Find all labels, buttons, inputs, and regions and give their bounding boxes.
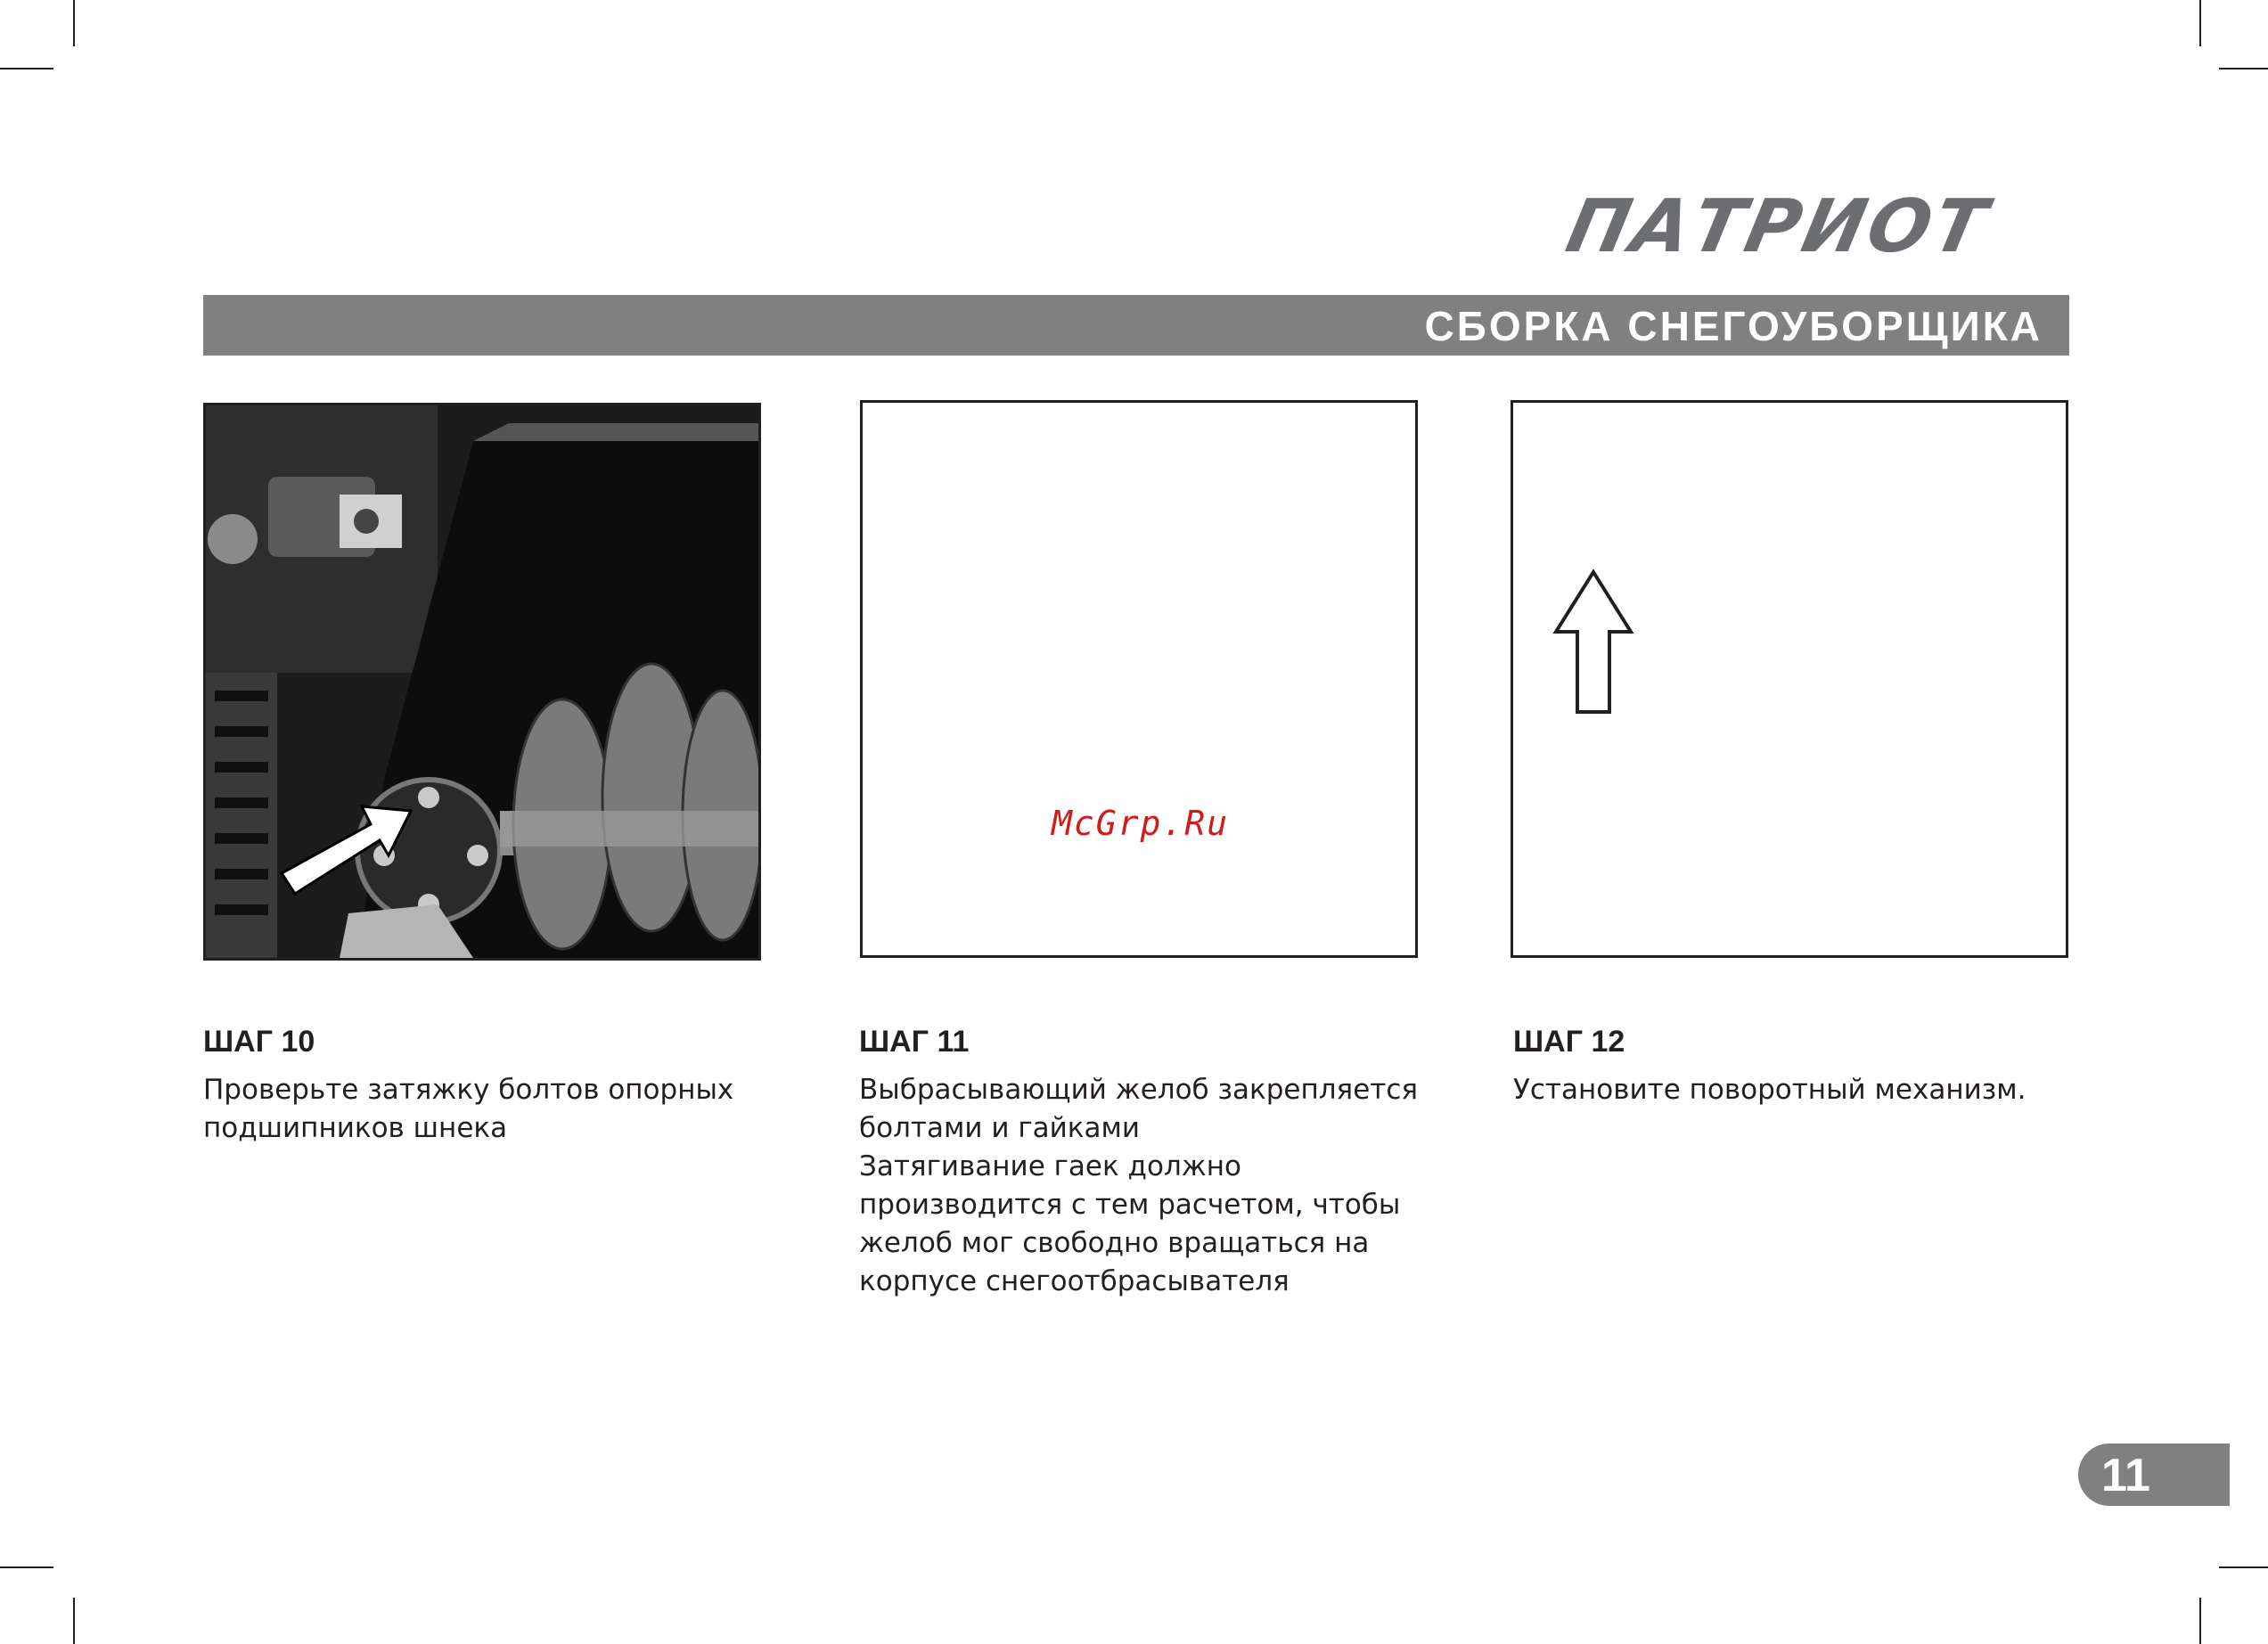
brand-logo: ПАТРИОТ	[1560, 184, 1997, 269]
crop-mark	[2199, 0, 2201, 46]
step-10-photo	[203, 403, 761, 961]
step-12-title: ШАГ 12	[1513, 1025, 1625, 1059]
step-12-image	[1511, 400, 2068, 958]
crop-mark	[2219, 68, 2268, 70]
page-number-tab	[2078, 1444, 2230, 1506]
step-11-image	[860, 400, 1418, 958]
crop-mark	[0, 68, 53, 70]
step-12-text: Установите поворотный механизм.	[1513, 1074, 2026, 1106]
crop-mark	[73, 0, 75, 46]
step-11-title: ШАГ 11	[859, 1025, 970, 1059]
crop-mark	[0, 1566, 53, 1568]
step-10-title: ШАГ 10	[203, 1025, 315, 1059]
section-title: СБОРКА СНЕГОУБОРЩИКА	[1424, 303, 2043, 349]
section-banner	[203, 295, 2069, 356]
crop-mark	[2199, 1598, 2201, 1644]
snowblower-auger-illustration	[206, 405, 758, 958]
watermark-text: McGrp.Ru	[1052, 804, 1230, 843]
crop-mark	[73, 1598, 75, 1644]
crop-mark	[2219, 1566, 2268, 1568]
page-number: 11	[2101, 1450, 2150, 1501]
step-10-text: Проверьте затяжку болтов опорных подшипников шнека	[203, 1074, 734, 1144]
step-11-text: Выбрасывающий желоб закрепляется болтами и гайками Затягивание гаек должно производится с тем расчетом, чтобы желоб мог свободно вращаться на корпусе снегоотбрасывателя	[859, 1074, 1419, 1297]
up-arrow-icon	[1549, 568, 1638, 719]
